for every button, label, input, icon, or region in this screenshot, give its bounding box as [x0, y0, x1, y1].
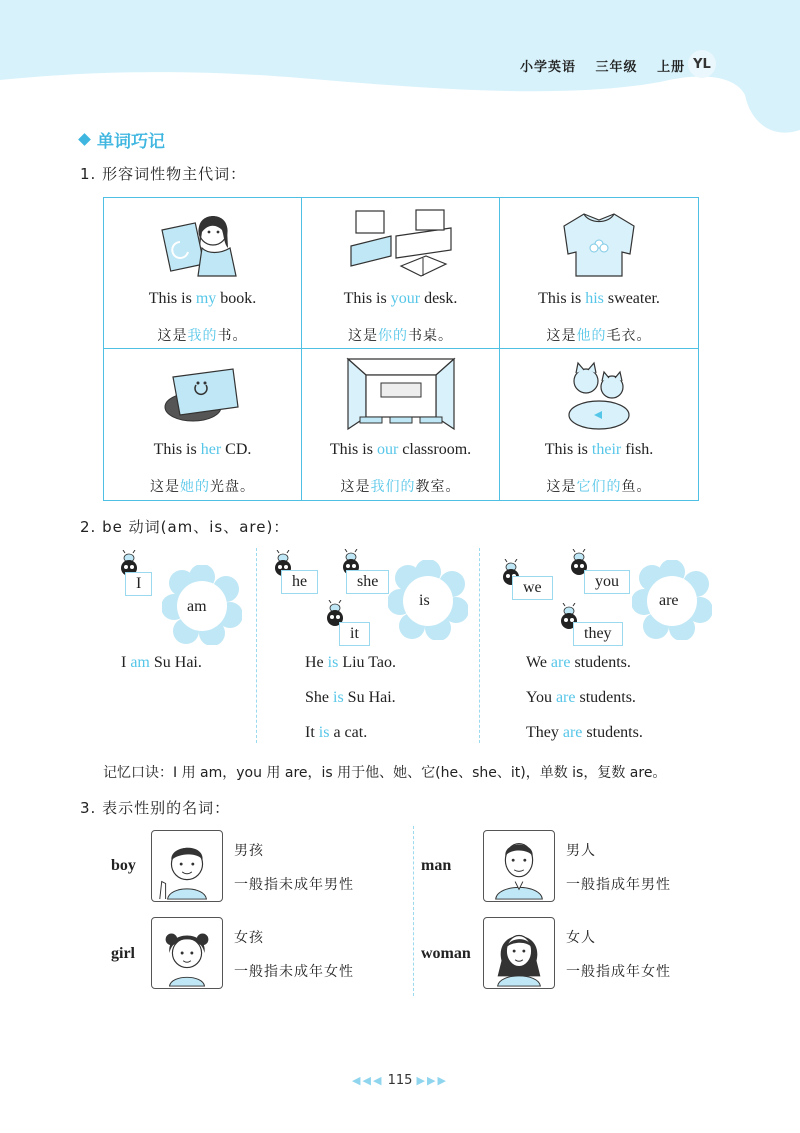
- right-arrows-icon: ▶▶▶: [416, 1074, 448, 1087]
- translation-part: 书桌。: [408, 328, 453, 344]
- gender-word: man: [421, 857, 452, 874]
- pronoun-tag: they: [573, 622, 623, 646]
- sentence-part: students.: [570, 654, 631, 671]
- pronoun-tag: I: [125, 572, 152, 596]
- be-verb: are: [562, 724, 583, 741]
- gender-word: boy: [111, 857, 136, 874]
- possessive-word: your: [390, 290, 421, 307]
- section-title: [80, 127, 165, 152]
- gender-word: woman: [421, 945, 471, 962]
- woman-portrait-icon: [483, 917, 555, 989]
- sentence-part: CD.: [221, 441, 252, 458]
- header-grade: 三年级: [595, 60, 638, 75]
- possessive-translation: [302, 476, 499, 496]
- gender-zh: 女人: [566, 930, 596, 946]
- sentence-part: a cat.: [329, 724, 368, 741]
- be-verb-are: are: [659, 592, 679, 609]
- be-verb: is: [333, 689, 344, 706]
- sentence-part: She: [305, 689, 333, 706]
- pronoun-tag: she: [346, 570, 389, 594]
- gender-desc: 一般指成年男性: [566, 877, 671, 893]
- be-verb: am: [130, 654, 150, 671]
- be-verb: is: [318, 724, 330, 741]
- sentence-part: They: [526, 724, 563, 741]
- cats-fishbowl-icon: [554, 357, 644, 432]
- gender-word: girl: [111, 945, 135, 962]
- sentence-part: It: [305, 724, 319, 741]
- sentence-part: Su Hai.: [149, 654, 202, 671]
- gender-desc: 一般指未成年男性: [234, 877, 354, 893]
- possessive-cell: [500, 349, 698, 500]
- sentence-part: Su Hai.: [343, 689, 396, 706]
- gender-desc: 一般指成年女性: [566, 964, 671, 980]
- sweater-icon: [554, 206, 644, 281]
- translation-possessive: 你的: [378, 328, 408, 344]
- man-portrait-icon: [483, 830, 555, 902]
- sentence-part: book.: [216, 290, 257, 307]
- possessive-sentence: [104, 441, 301, 459]
- divider: [256, 548, 257, 743]
- translation-part: 这是: [340, 479, 371, 495]
- possessive-sentence: [500, 290, 698, 308]
- sentence-part: This is: [544, 441, 592, 458]
- girl-with-book-icon: [158, 206, 248, 281]
- be-verb: are: [550, 654, 571, 671]
- pronoun-tag: you: [584, 570, 630, 594]
- possessive-translation: [104, 476, 301, 496]
- translation-part: 鱼。: [621, 479, 652, 495]
- header-subject: 小学英语: [520, 60, 577, 75]
- be-verb-am: am: [187, 598, 207, 615]
- divider: [413, 826, 414, 996]
- possessive-word: their: [591, 441, 622, 458]
- possessive-cell: [500, 198, 698, 349]
- page-number: 115: [387, 1073, 413, 1088]
- possessive-cell: [302, 349, 500, 500]
- possessive-translation: [302, 325, 499, 345]
- sentence-part: He: [305, 654, 328, 671]
- sentence-part: I: [121, 654, 131, 671]
- translation-possessive: 他的: [576, 328, 607, 344]
- possessive-sentence: [500, 441, 698, 459]
- pronoun-tag: it: [339, 622, 370, 646]
- translation-possessive: 我的: [187, 328, 218, 344]
- translation-part: 毛衣。: [606, 328, 652, 344]
- divider: [479, 548, 480, 743]
- possessive-sentence: [302, 441, 499, 459]
- possessive-cell: [302, 198, 500, 349]
- question-2-heading: 2. be 动词(am、is、are)：: [80, 518, 290, 536]
- translation-part: 这是: [546, 328, 577, 344]
- cd-icon: [158, 357, 248, 432]
- be-verb-is: is: [419, 592, 430, 609]
- sentence-part: classroom.: [398, 441, 472, 458]
- translation-part: 教室。: [415, 479, 461, 495]
- yl-badge: YL: [688, 50, 716, 78]
- translation-part: 这是: [348, 328, 378, 344]
- pronoun-tag: we: [512, 576, 553, 600]
- be-sentence: [305, 724, 367, 742]
- possessive-word: her: [200, 441, 222, 458]
- boy-portrait-icon: [151, 830, 223, 902]
- translation-part: 这是: [546, 479, 577, 495]
- be-sentence: [305, 689, 396, 707]
- sentence-part: sweater.: [603, 290, 660, 307]
- memory-rhyme: 记忆口诀：I 用 am，you 用 are，is 用于他、她、它(he、she、it)，单数 is，复数 are。: [103, 765, 667, 781]
- sentence-part: This is: [148, 290, 196, 307]
- possessive-translation: [500, 325, 698, 345]
- possessive-grid: [103, 197, 699, 501]
- sentence-part: This is: [343, 290, 391, 307]
- possessive-translation: [104, 325, 301, 345]
- sentence-part: You: [526, 689, 556, 706]
- question-1-heading: 1. 形容词性物主代词：: [80, 165, 247, 183]
- gender-desc: 一般指未成年女性: [234, 964, 354, 980]
- sentence-part: This is: [329, 441, 377, 458]
- book-header: [520, 56, 699, 75]
- sentence-part: students.: [575, 689, 636, 706]
- page-number-footer: [0, 1073, 800, 1088]
- gender-zh: 男人: [566, 843, 596, 859]
- sentence-part: desk.: [420, 290, 458, 307]
- left-arrows-icon: ◀◀◀: [352, 1074, 384, 1087]
- gender-zh: 男孩: [234, 843, 264, 859]
- possessive-translation: [500, 476, 698, 496]
- possessive-word: our: [376, 441, 399, 458]
- gender-zh: 女孩: [234, 930, 264, 946]
- translation-part: 光盘。: [210, 479, 255, 495]
- translation-part: 书。: [217, 328, 248, 344]
- sentence-part: This is: [538, 290, 586, 307]
- sentence-part: This is: [153, 441, 201, 458]
- girl-portrait-icon: [151, 917, 223, 989]
- sentence-part: fish.: [621, 441, 654, 458]
- be-verb: are: [555, 689, 576, 706]
- be-sentence: [121, 654, 202, 672]
- be-sentence: [526, 724, 643, 742]
- translation-part: 这是: [157, 328, 188, 344]
- possessive-word: his: [585, 290, 604, 307]
- be-sentence: [305, 654, 396, 672]
- section-title-text: 单词巧记: [97, 132, 165, 152]
- possessive-cell: [104, 198, 302, 349]
- pronoun-tag: he: [281, 570, 318, 594]
- possessive-word: my: [195, 290, 217, 307]
- possessive-cell: [104, 349, 302, 500]
- sentence-part: We: [526, 654, 551, 671]
- be-verb: is: [327, 654, 339, 671]
- diamond-icon: [78, 133, 91, 146]
- classroom-icon: [346, 357, 456, 432]
- be-sentence: [526, 654, 631, 672]
- translation-possessive: 它们的: [576, 479, 622, 495]
- header-volume: 上册: [657, 60, 686, 75]
- desk-icon: [346, 206, 456, 281]
- be-sentence: [526, 689, 636, 707]
- sentence-part: students.: [582, 724, 643, 741]
- possessive-sentence: [104, 290, 301, 308]
- translation-part: 这是: [150, 479, 180, 495]
- question-3-heading: 3. 表示性别的名词：: [80, 799, 231, 817]
- translation-possessive: 她的: [180, 479, 210, 495]
- translation-possessive: 我们的: [370, 479, 416, 495]
- sentence-part: Liu Tao.: [338, 654, 397, 671]
- possessive-sentence: [302, 290, 499, 308]
